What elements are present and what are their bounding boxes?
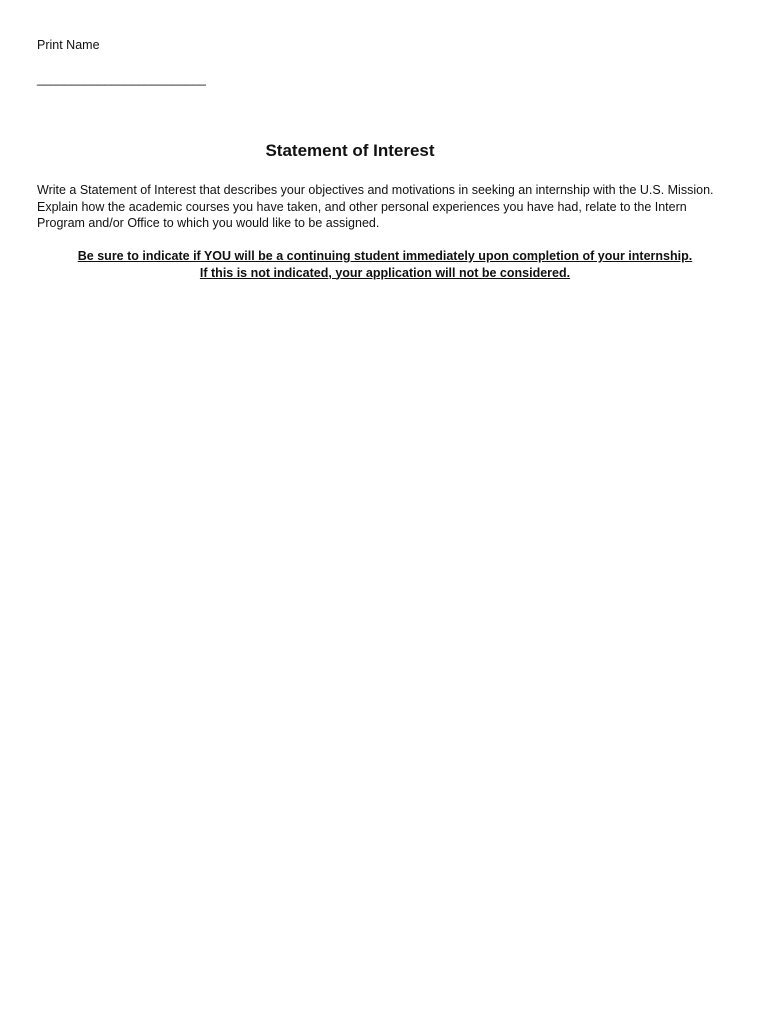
warning-line: If this is not indicated, your application will not be considered.	[199, 265, 571, 280]
instructions-paragraph	[37, 182, 737, 232]
instructions-line: Write a Statement of Interest that describes your objectives and motivations in seeking an internship with the U.S. Mission.	[37, 183, 714, 197]
continuing-student-warning	[0, 248, 770, 281]
warning-line: Be sure to indicate if YOU will be a continuing student immediately upon completion of your internship.	[77, 249, 693, 263]
print-name-signature-line: _________________________	[37, 72, 206, 86]
instructions-line: Program and/or Office to which you would like to be assigned.	[37, 216, 380, 230]
print-name-label: Print Name	[37, 38, 100, 52]
page-title: Statement of Interest	[265, 141, 435, 160]
instructions-line: Explain how the academic courses you have taken, and other personal experiences you have had, relate to the Intern	[37, 199, 687, 214]
